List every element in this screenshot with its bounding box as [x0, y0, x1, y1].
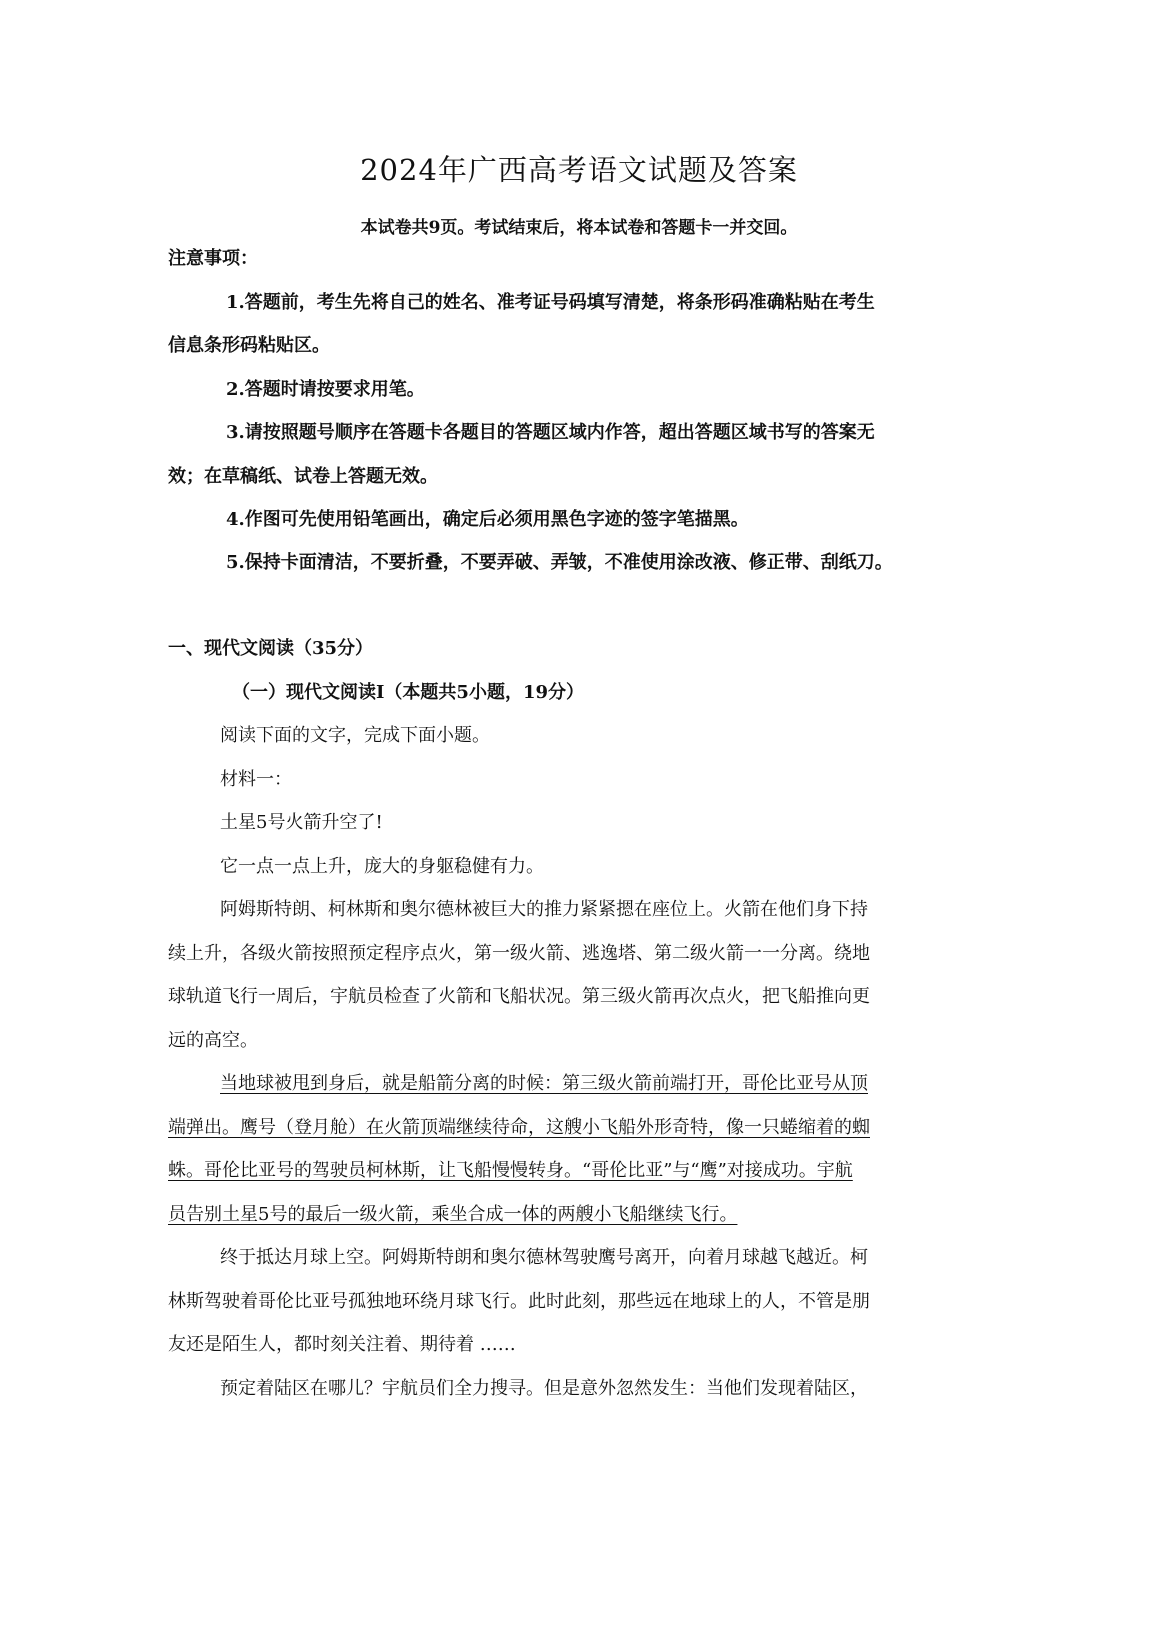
notice-item-3-line-2: 效；在草稿纸、试卷上答题无效。: [168, 466, 438, 487]
paragraph-3-line-4: 远的高空。: [168, 1030, 258, 1051]
section-subheading: （一）现代文阅读Ⅰ（本题共5小题，19分）: [232, 682, 584, 703]
notice-item-2: 2.答题时请按要求用笔。: [226, 379, 425, 400]
paragraph-4-line-4: 员告别土星5号的最后一级火箭，乘坐合成一体的两艘小飞船继续飞行。: [168, 1204, 738, 1225]
notice-heading: 注意事项：: [168, 248, 258, 269]
exam-instruction-summary: 本试卷共9页。考试结束后，将本试卷和答题卡一并交回。: [360, 218, 798, 238]
paragraph-2: 它一点一点上升，庞大的身躯稳健有力。: [220, 856, 544, 877]
paragraph-3-line-1: 阿姆斯特朗、柯林斯和奥尔德林被巨大的推力紧紧摁在座位上。火箭在他们身下持: [220, 899, 868, 920]
paragraph-4-line-1: 当地球被甩到身后，就是船箭分离的时候：第三级火箭前端打开，哥伦比亚号从顶: [220, 1073, 868, 1094]
paragraph-4-line-3: 蛛。哥伦比亚号的驾驶员柯林斯，让飞船慢慢转身。“哥伦比亚”与“鹰”对接成功。宇航: [168, 1160, 853, 1181]
paragraph-3-line-3: 球轨道飞行一周后，宇航员检查了火箭和飞船状况。第三级火箭再次点火，把飞船推向更: [168, 986, 870, 1007]
section-heading: 一、现代文阅读（35分）: [168, 638, 374, 659]
paragraph-3-line-2: 续上升，各级火箭按照预定程序点火，第一级火箭、逃逸塔、第二级火箭一一分离。绕地: [168, 943, 870, 964]
paragraph-5-line-3: 友还是陌生人，都时刻关注着、期待着 ……: [168, 1334, 516, 1355]
notice-item-3-line-1: 3.请按照题号顺序在答题卡各题目的答题区域内作答，超出答题区域书写的答案无: [226, 422, 875, 443]
notice-item-5: 5.保持卡面清洁，不要折叠，不要弄破、弄皱，不准使用涂改液、修正带、刮纸刀。: [226, 552, 893, 573]
paragraph-6: 预定着陆区在哪儿？宇航员们全力搜寻。但是意外忽然发生：当他们发现着陆区，: [220, 1378, 868, 1399]
material-label: 材料一：: [220, 769, 292, 790]
reading-instruction: 阅读下面的文字，完成下面小题。: [220, 725, 490, 746]
paragraph-5-line-1: 终于抵达月球上空。阿姆斯特朗和奥尔德林驾驶鹰号离开，向着月球越飞越近。柯: [220, 1247, 868, 1268]
notice-item-1-line-2: 信息条形码粘贴区。: [168, 335, 330, 356]
paragraph-1: 土星5号火箭升空了!: [220, 812, 383, 833]
page-title: 2024年广西高考语文试题及答案: [360, 153, 798, 187]
paragraph-5-line-2: 林斯驾驶着哥伦比亚号孤独地环绕月球飞行。此时此刻，那些远在地球上的人，不管是朋: [168, 1291, 870, 1312]
notice-item-4: 4.作图可先使用铅笔画出，确定后必须用黑色字迹的签字笔描黑。: [226, 509, 749, 530]
notice-item-1-line-1: 1.答题前，考生先将自己的姓名、准考证号码填写清楚，将条形码准确粘贴在考生: [226, 292, 875, 313]
paragraph-4-line-2: 端弹出。鹰号（登月舱）在火箭顶端继续待命，这艘小飞船外形奇特，像一只蜷缩着的蜘: [168, 1117, 870, 1138]
